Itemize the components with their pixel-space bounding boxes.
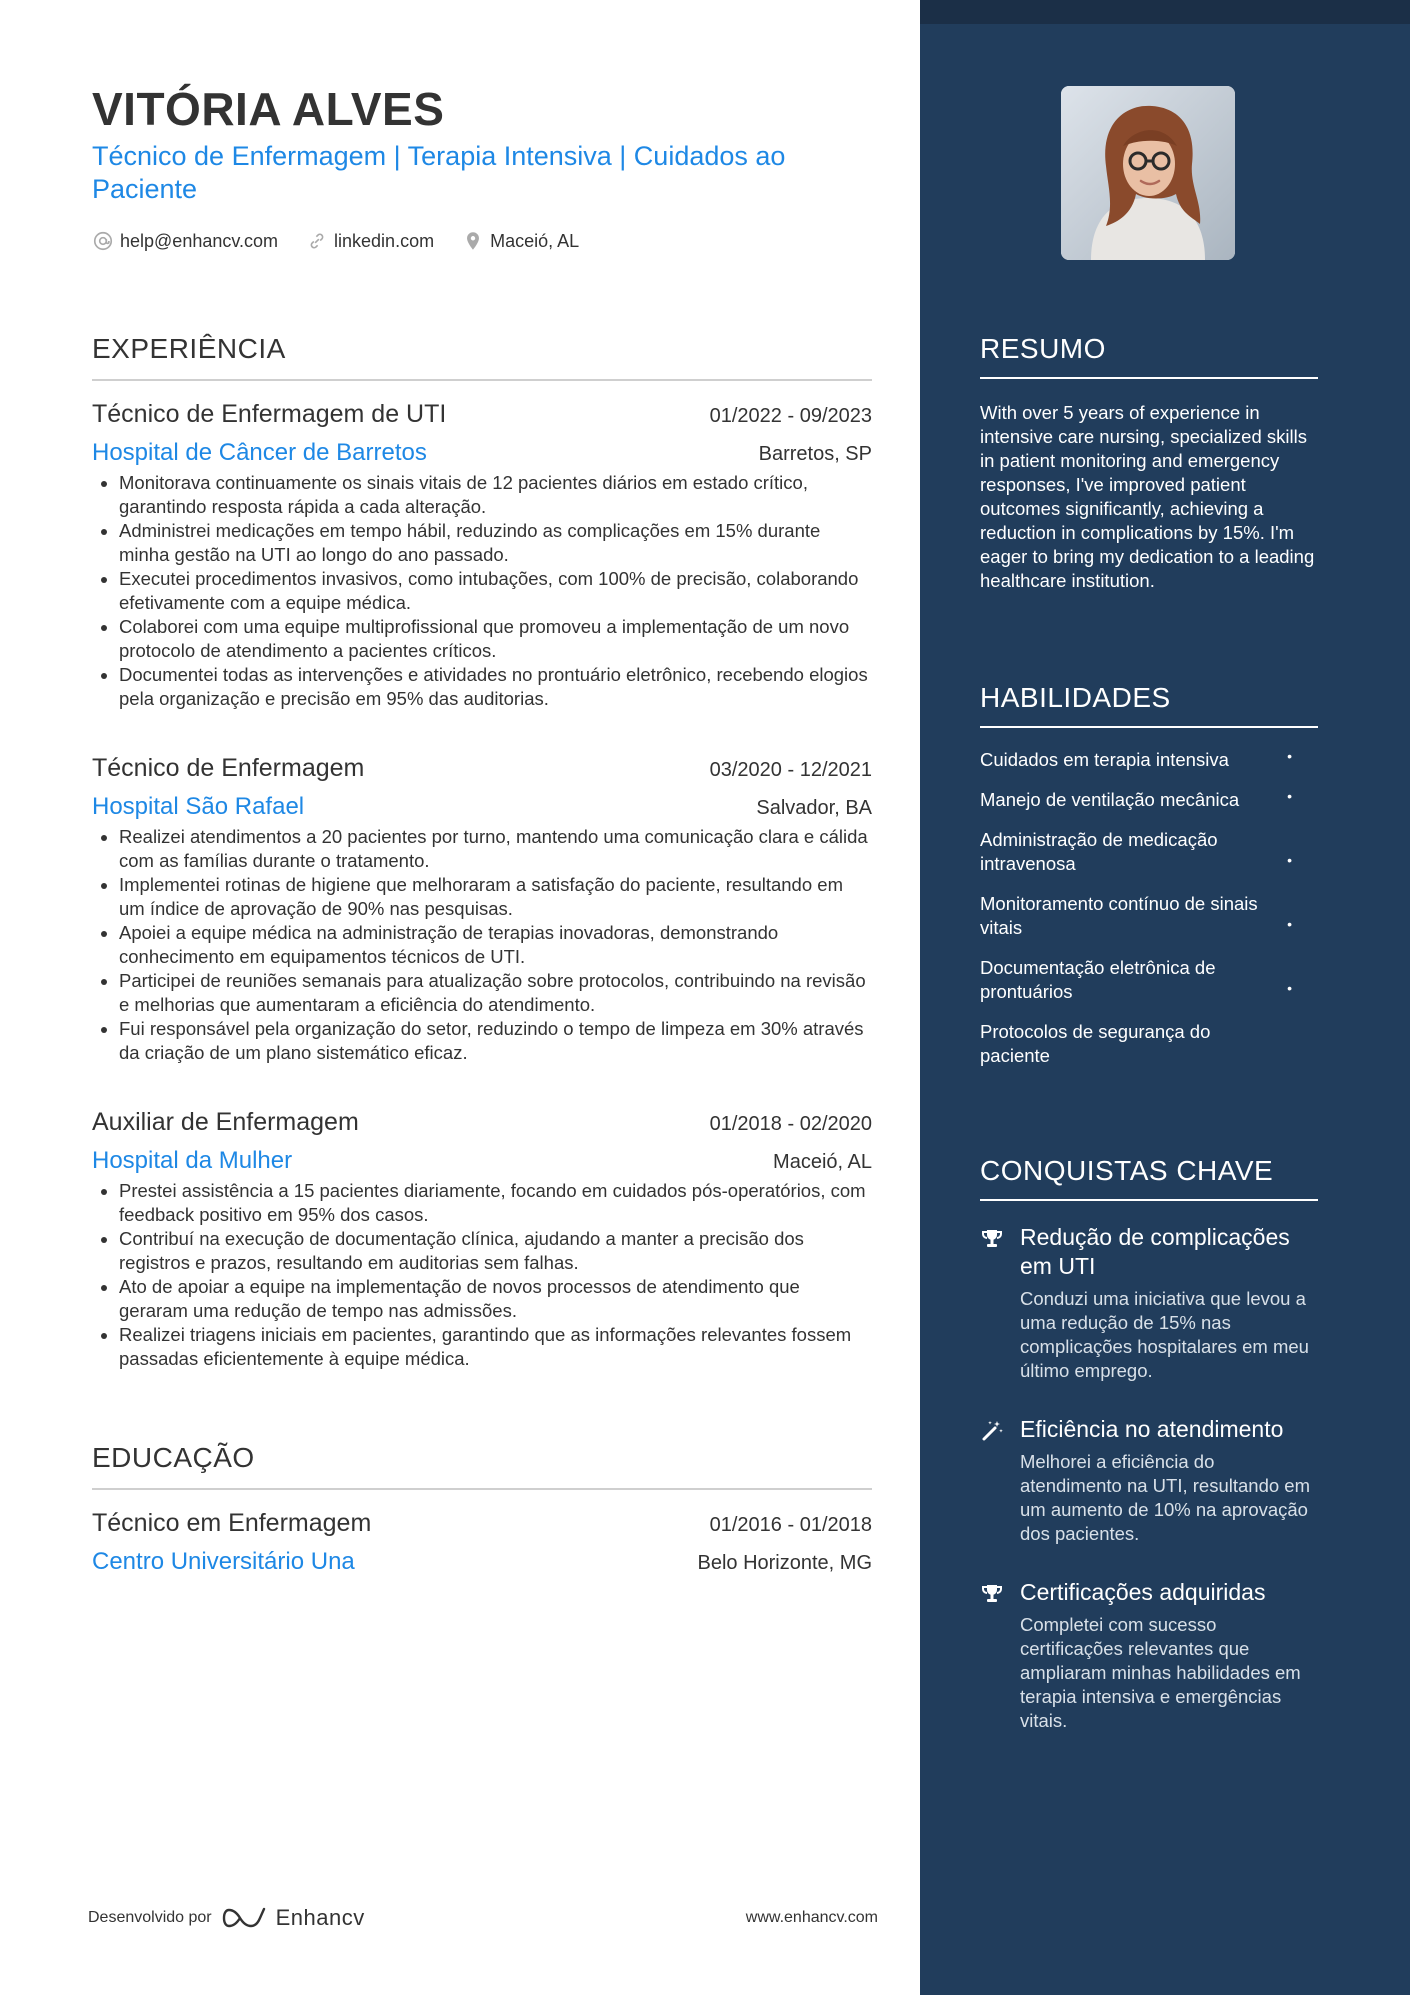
summary-section bbox=[980, 333, 1318, 593]
job-location: Maceió, AL bbox=[773, 1151, 872, 1173]
skill-item: Documentação eletrônica de prontuários • bbox=[980, 957, 1292, 1002]
job-bullet: • Prestei assistência a 15 pacientes diariamente, focando em cuidados pós-operatórios, com feedback positivo em 95% dos casos. bbox=[119, 1179, 872, 1227]
candidate-name: VITÓRIA ALVES bbox=[92, 83, 445, 135]
section-divider bbox=[980, 726, 1318, 728]
magic-wand-icon bbox=[980, 1419, 1004, 1443]
skills-heading: HABILIDADES bbox=[980, 682, 1171, 713]
profile-photo bbox=[1061, 86, 1235, 260]
job-bullet: • Ato de apoiar a equipe na implementação de novos processos de atendimento que geraram uma redução de tempo nas admissões. bbox=[119, 1275, 872, 1323]
education-degree: Técnico em Enfermagem bbox=[92, 1509, 372, 1537]
job-company: Hospital da Mulher bbox=[92, 1147, 293, 1174]
trophy-icon bbox=[980, 1227, 1004, 1251]
skill-item: Monitoramento contínuo de sinais vitais • bbox=[980, 893, 1292, 938]
skill-item: Protocolos de segurança do paciente bbox=[980, 1021, 1211, 1066]
job-bullets bbox=[92, 1179, 872, 1371]
job-dates: 01/2018 - 02/2020 bbox=[709, 1113, 872, 1135]
contact-location bbox=[462, 230, 579, 252]
job-location: Barretos, SP bbox=[758, 443, 872, 465]
experience-item bbox=[92, 1108, 872, 1371]
linkedin-text: linkedin.com bbox=[334, 230, 435, 251]
job-bullet: • Contribuí na execução de documentação clínica, ajudando a manter a precisão dos registros e prazos, resultando em auditorias sem falhas. bbox=[119, 1227, 872, 1275]
skill-separator-dot: • bbox=[1287, 788, 1292, 804]
email-text: help@enhancv.com bbox=[120, 230, 279, 251]
education-dates: 01/2016 - 01/2018 bbox=[709, 1514, 872, 1536]
job-company: Hospital São Rafael bbox=[92, 793, 305, 820]
experience-item bbox=[92, 754, 872, 1065]
job-bullets bbox=[92, 825, 872, 1065]
education-school: Centro Universitário Una bbox=[92, 1548, 355, 1575]
skills-list bbox=[980, 748, 1292, 1068]
candidate-title: Técnico de Enfermagem | Terapia Intensiva | Cuidados ao Paciente bbox=[92, 141, 786, 204]
contact-bar bbox=[92, 230, 607, 252]
achievement-title: Certificações adquiridas bbox=[1020, 1579, 1266, 1605]
skills-section bbox=[980, 682, 1318, 1084]
job-bullets bbox=[92, 471, 872, 711]
profile-photo-illustration bbox=[1061, 86, 1235, 260]
job-company: Hospital de Câncer de Barretos bbox=[92, 439, 427, 466]
achievements-heading: CONQUISTAS CHAVE bbox=[980, 1155, 1274, 1186]
section-divider bbox=[980, 1199, 1318, 1201]
job-bullet: • Administrei medicações em tempo hábil, reduzindo as complicações em 15% durante minha gestão na UTI ao longo do ano passado. bbox=[119, 519, 872, 567]
link-icon bbox=[306, 230, 328, 252]
section-divider bbox=[92, 1488, 872, 1490]
job-dates: 01/2022 - 09/2023 bbox=[709, 405, 872, 427]
skill-item: Manejo de ventilação mecânica • bbox=[980, 788, 1280, 812]
job-bullet: • Participei de reuniões semanais para atualização sobre protocolos, contribuindo na revisão e melhorias que aumentaram a eficiência do atendimento. bbox=[119, 969, 872, 1017]
education-location: Belo Horizonte, MG bbox=[697, 1552, 872, 1574]
sidebar-top-bar bbox=[920, 0, 1410, 24]
achievement-item bbox=[980, 1578, 1318, 1733]
achievements-list bbox=[980, 1223, 1318, 1733]
achievement-description: Conduzi uma iniciativa que levou a uma redução de 15% nas complicações hospitalares em meu último emprego. bbox=[1020, 1288, 1309, 1381]
achievement-title: Redução de complicações em UTI bbox=[1020, 1224, 1290, 1279]
achievement-item bbox=[980, 1223, 1318, 1383]
powered-by-text: Desenvolvido por bbox=[88, 1909, 212, 1926]
job-role: Técnico de Enfermagem de UTI bbox=[92, 400, 447, 428]
job-dates: 03/2020 - 12/2021 bbox=[709, 759, 872, 781]
job-bullet: • Executei procedimentos invasivos, como intubações, com 100% de precisão, colaborando efetivamente com a equipe médica. bbox=[119, 567, 872, 615]
education-heading: EDUCAÇÃO bbox=[92, 1442, 872, 1474]
job-bullet: • Realizei atendimentos a 20 pacientes por turno, mantendo uma comunicação clara e cálida com as famílias durante o tratamento. bbox=[119, 825, 872, 873]
experience-item bbox=[92, 400, 872, 711]
summary-text: With over 5 years of experience in intensive care nursing, specialized skills in patient monitoring and emergency responses, I've improved patient outcomes significantly, achieving a reduction in complications by 15%. I'm eager to bring my dedication to a leading healthcare institution. bbox=[980, 402, 1315, 591]
skill-separator-dot: • bbox=[1287, 748, 1292, 764]
job-bullet: • Realizei triagens iniciais em pacientes, garantindo que as informações relevantes fossem passadas eficientemente à equipe médica. bbox=[119, 1323, 872, 1371]
achievement-description: Melhorei a eficiência do atendimento na UTI, resultando em um aumento de 10% na aprovação dos pacientes. bbox=[1020, 1451, 1310, 1544]
job-bullet: • Monitorava continuamente os sinais vitais de 12 pacientes diários em estado crítico, garantindo resposta rápida a cada alteração. bbox=[119, 471, 872, 519]
achievement-item bbox=[980, 1415, 1318, 1546]
section-divider bbox=[92, 379, 872, 381]
skill-item: Administração de medicação intravenosa • bbox=[980, 829, 1292, 874]
footer-website[interactable]: www.enhancv.com bbox=[745, 1909, 878, 1926]
contact-email[interactable] bbox=[92, 230, 278, 252]
skill-separator-dot: • bbox=[1287, 980, 1292, 996]
job-bullet: • Documentei todas as intervenções e atividades no prontuário eletrônico, recebendo elogios pela organização e precisão em 95% das auditorias. bbox=[119, 663, 872, 711]
job-bullet: • Apoiei a equipe médica na administração de terapias inovadoras, demonstrando conhecimento em equipamentos técnicos de UTI. bbox=[119, 921, 872, 969]
location-pin-icon bbox=[462, 230, 484, 252]
at-icon bbox=[92, 230, 114, 252]
job-bullet: • Fui responsável pela organização do setor, reduzindo o tempo de limpeza em 30% através da criação de um plano sistemático eficaz. bbox=[119, 1017, 872, 1065]
achievement-title: Eficiência no atendimento bbox=[1020, 1416, 1284, 1442]
enhancv-logo-text: Enhancv bbox=[275, 1905, 365, 1930]
job-role: Auxiliar de Enfermagem bbox=[92, 1108, 359, 1136]
footer bbox=[88, 1905, 878, 1931]
achievements-section bbox=[980, 1155, 1318, 1765]
summary-heading: RESUMO bbox=[980, 333, 1106, 364]
achievement-description: Completei com sucesso certificações relevantes que ampliaram minhas habilidades em terapia intensiva e emergências vitais. bbox=[1020, 1614, 1301, 1731]
job-bullet: • Colaborei com uma equipe multiprofissional que promoveu a implementação de um novo protocolo de atendimento a pacientes críticos. bbox=[119, 615, 872, 663]
education-item bbox=[92, 1509, 872, 1576]
skill-item: Cuidados em terapia intensiva • bbox=[980, 748, 1280, 772]
section-divider bbox=[980, 377, 1318, 379]
trophy-icon bbox=[980, 1582, 1004, 1606]
job-role: Técnico de Enfermagem bbox=[92, 754, 365, 782]
skill-separator-dot: • bbox=[1287, 852, 1292, 868]
footer-brand[interactable] bbox=[88, 1905, 365, 1931]
contact-linkedin[interactable] bbox=[306, 230, 434, 252]
skill-separator-dot: • bbox=[1287, 916, 1292, 932]
enhancv-logo-icon bbox=[222, 1905, 270, 1931]
experience-heading: EXPERIÊNCIA bbox=[92, 333, 872, 365]
job-location: Salvador, BA bbox=[756, 797, 872, 819]
job-bullet: • Implementei rotinas de higiene que melhoraram a satisfação do paciente, resultando em um índice de aprovação de 90% nas pesquisas. bbox=[119, 873, 872, 921]
location-text: Maceió, AL bbox=[490, 230, 580, 251]
